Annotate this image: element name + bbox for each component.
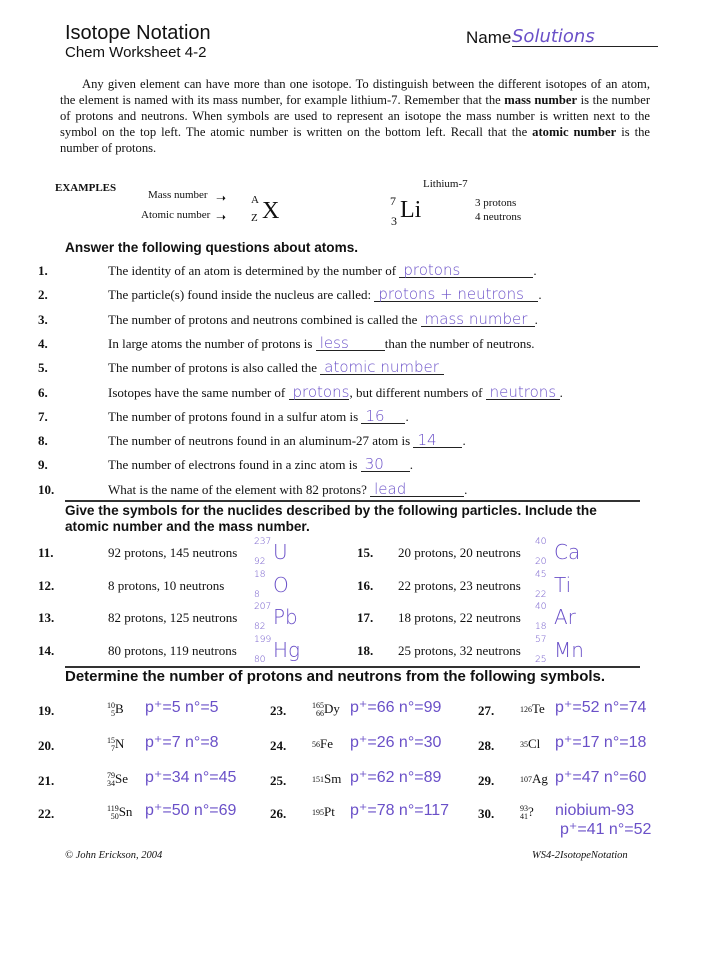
question-text: than the number of neutrons. (384, 335, 535, 351)
answer-z: 25 (535, 654, 547, 665)
intro-text: Any given element can have more than one isotope. To distinguish between the different isotopes of an atom, the element is named with its mass number, for example lithium-7. Remember that the (60, 77, 650, 107)
example-z: Z (251, 212, 258, 224)
item-text: 25 protons, 32 neutrons (398, 642, 521, 658)
question-row (38, 309, 638, 334)
question-text: . (405, 408, 409, 424)
question-number: 8. (38, 433, 48, 449)
isotope-symbol (520, 804, 534, 821)
page-subtitle: Chem Worksheet 4-2 (65, 44, 207, 61)
question-text: In large atoms the number of protons is (108, 335, 313, 351)
item-number: 28. (478, 738, 495, 753)
example-a: A (251, 194, 259, 206)
question-text: . (533, 263, 537, 278)
answer-field[interactable]: p⁺=34 n°=45 (145, 769, 237, 786)
intro-paragraph (60, 76, 650, 156)
symbol-z: 50 (110, 812, 119, 822)
isotope-symbol (312, 736, 333, 752)
item-number: 26. (270, 806, 287, 821)
section2-heading: Give the symbols for the nuclides described by the following particles. Include the atomic number and the mass number. (65, 503, 597, 534)
answer-mass: 57 (535, 634, 547, 645)
item-number: 29. (478, 773, 495, 788)
symbol-mass: 195 (312, 808, 324, 818)
mass-number-label: Mass number (148, 189, 208, 201)
question-number: 7. (38, 408, 48, 424)
lithium-symbol: Li (400, 197, 422, 223)
symbol-element: Te (532, 701, 545, 716)
answer-field[interactable]: protons + neutrons (374, 287, 538, 302)
symbol-element: Fe (320, 736, 333, 751)
divider (65, 500, 640, 502)
answer-z: 20 (535, 557, 547, 567)
question-number: 3. (38, 311, 48, 327)
symbol-element: Sm (324, 771, 342, 786)
page-title: Isotope Notation (65, 22, 211, 44)
name-label: Name (466, 28, 512, 47)
answer-field[interactable]: 16 (361, 409, 405, 424)
symbol-mass: 56 (312, 740, 320, 750)
item-number: 23. (270, 703, 287, 718)
question-number: 6. (38, 384, 48, 400)
answer-field[interactable]: lead (370, 482, 464, 497)
answer-field[interactable]: p⁺=26 n°=30 (350, 734, 442, 751)
answer-symbol: Ca (554, 540, 581, 564)
answer-symbol: O (273, 572, 289, 597)
question-number: 5. (38, 360, 48, 376)
question-row (38, 382, 638, 407)
isotope-symbol (107, 804, 132, 821)
question-text: . (464, 481, 468, 497)
question-text: . (538, 287, 542, 303)
answer-field[interactable]: p⁺=7 n°=8 (145, 734, 219, 751)
section3-heading: Determine the number of protons and neutrons from the following symbols. (65, 668, 606, 685)
symbol-mass: 10 (107, 701, 115, 711)
item-number: 19. (38, 703, 55, 718)
question-number: 9. (38, 457, 48, 473)
answer-z: 8 (254, 589, 260, 600)
answer-mass: 40 (535, 602, 547, 612)
answer-symbol: Hg (273, 637, 301, 662)
question-row (38, 406, 638, 431)
symbol-mass: 79 (107, 771, 115, 781)
question-text: The number of neutrons found in an aluminum-27 atom is (108, 433, 411, 449)
isotope-symbol (520, 701, 545, 717)
answer-mass: 18 (254, 569, 266, 580)
question-text: Isotopes have the same number of (108, 384, 286, 400)
question-text: The number of electrons found in a zinc atom is (108, 457, 358, 473)
answer-field[interactable]: niobium-93 (555, 802, 635, 819)
isotope-symbol (520, 771, 548, 787)
answer-field[interactable]: atomic number (320, 360, 444, 375)
symbol-mass: 165 (312, 701, 324, 711)
question-number: 4. (38, 335, 48, 351)
question-number: 1. (38, 263, 48, 278)
lithium-protons: 3 protons (475, 197, 517, 209)
lithium-mass: 7 (390, 194, 396, 208)
item-number: 21. (38, 773, 55, 788)
symbol-z: 5 (111, 709, 115, 719)
name-field[interactable]: Solutions (512, 26, 658, 47)
answer-field[interactable]: less (316, 336, 385, 351)
lithium-title: Lithium-7 (423, 178, 468, 190)
question-text: , but different numbers of (349, 384, 483, 400)
question-text: What is the name of the element with 82 protons? (108, 481, 367, 497)
intro-text: is the number of protons. (60, 125, 650, 155)
question-text: The number of protons found in a sulfur atom is (108, 408, 359, 424)
question-text: The number of protons is also called the (108, 360, 318, 376)
item-number: 14. (38, 642, 55, 658)
question-row (38, 360, 638, 382)
answer-field[interactable]: p⁺=47 n°=60 (555, 769, 647, 786)
symbol-z: 34 (107, 779, 115, 789)
item-text: 82 protons, 125 neutrons (108, 610, 238, 625)
item-number: 11. (38, 545, 54, 560)
isotope-symbol (107, 736, 124, 753)
symbol-element: B (115, 701, 124, 716)
question-number: 10. (38, 481, 55, 497)
symbol-mass: 126 (520, 705, 532, 715)
intro-bold: mass number (504, 93, 578, 107)
symbol-mass: 119 (107, 804, 119, 814)
question-row (38, 263, 638, 285)
question-number: 2. (38, 287, 48, 303)
intro-bold: atomic number (532, 125, 617, 139)
symbol-element: ? (528, 804, 534, 819)
answer-symbol: Ar (554, 605, 576, 629)
answer-mass: 40 (535, 537, 547, 547)
section1-heading: Answer the following questions about atoms. (65, 240, 359, 255)
answer-field[interactable]: mass number (421, 312, 535, 327)
item-number: 13. (38, 610, 55, 625)
item-number: 18. (357, 642, 374, 658)
question-text: . (534, 311, 538, 327)
arrow-icon: ➝ (216, 210, 227, 224)
question-text: The number of protons and neutrons combined is called the (108, 311, 418, 327)
isotope-symbol (312, 804, 335, 820)
item-number: 16. (357, 577, 374, 593)
worksheet-id: WS4-2IsotopeNotation (532, 850, 628, 861)
answer-z: 92 (254, 557, 266, 567)
symbol-z: 66 (316, 709, 324, 719)
answer-z: 18 (535, 622, 547, 632)
answer-field[interactable]: p⁺=17 n°=18 (555, 734, 647, 751)
answer-field[interactable]: 14 (413, 433, 462, 448)
answer-field[interactable]: p⁺=41 n°=52 (560, 821, 652, 838)
examples-label: EXAMPLES (55, 182, 117, 194)
question-row (38, 457, 638, 479)
example-x: X (262, 198, 280, 224)
answer-field[interactable]: p⁺=62 n°=89 (350, 769, 442, 786)
answer-z: 80 (254, 654, 266, 665)
intro-text: is the number of protons and neutrons. When symbols are used to represent an isotope the mass number is written next to the symbol on the top left. The atomic number is written on the bottom left. Recall that the (60, 93, 651, 139)
answer-z: 22 (535, 589, 547, 600)
item-text: 18 protons, 22 neutrons (398, 610, 521, 625)
symbol-z: 41 (520, 812, 528, 822)
answer-field[interactable]: p⁺=78 n°=117 (350, 802, 450, 819)
item-text: 92 protons, 145 neutrons (108, 545, 238, 560)
answer-mass: 207 (254, 602, 272, 612)
answer-field[interactable]: p⁺=52 n°=74 (555, 699, 647, 716)
isotope-symbol (107, 771, 128, 788)
item-number: 24. (270, 738, 287, 753)
answer-field[interactable]: p⁺=5 n°=5 (145, 699, 219, 716)
isotope-symbol (312, 771, 341, 787)
lithium-z: 3 (391, 214, 397, 228)
symbol-mass: 151 (312, 775, 324, 785)
symbol-z: 7 (111, 744, 115, 754)
item-number: 12. (38, 577, 55, 593)
question-row (38, 433, 638, 455)
answer-field[interactable]: 30 (361, 457, 410, 472)
symbol-mass: 107 (520, 775, 532, 785)
copyright: © John Erickson, 2004 (65, 850, 163, 861)
arrow-icon: ➝ (216, 191, 227, 205)
lithium-neutrons: 4 neutrons (475, 211, 522, 223)
symbol-element: Ag (532, 771, 548, 786)
isotope-symbol (312, 701, 340, 718)
isotope-symbol (107, 701, 124, 718)
item-text: 22 protons, 23 neutrons (398, 577, 521, 593)
item-number: 27. (478, 703, 495, 718)
symbol-element: Sn (118, 804, 133, 819)
symbol-mass: 35 (520, 740, 528, 750)
question-text: . (409, 457, 413, 473)
symbol-element: N (115, 736, 125, 751)
answer-z: 82 (254, 622, 266, 632)
answer-field[interactable]: protons (399, 263, 533, 278)
answer-symbol: U (273, 540, 288, 564)
answer-field[interactable]: p⁺=50 n°=69 (145, 802, 237, 819)
isotope-symbol (520, 736, 540, 752)
symbol-element: Dy (324, 701, 340, 716)
answer-field[interactable]: neutrons (486, 385, 560, 400)
answer-symbol: Pb (273, 605, 298, 629)
question-row (38, 333, 638, 358)
symbol-mass: 93 (520, 804, 528, 814)
item-text: 8 protons, 10 neutrons (108, 577, 225, 593)
answer-mass: 199 (254, 634, 272, 645)
answer-field[interactable]: p⁺=66 n°=99 (350, 699, 442, 716)
question-text: The identity of an atom is determined by the number of (108, 263, 397, 278)
item-number: 20. (38, 738, 55, 753)
symbol-element: Pt (324, 804, 335, 819)
item-number: 15. (357, 545, 374, 560)
item-number: 17. (357, 610, 374, 625)
item-number: 25. (270, 773, 287, 788)
answer-mass: 237 (254, 537, 272, 547)
question-text: The particle(s) found inside the nucleus are called: (108, 287, 372, 303)
atomic-number-label: Atomic number (141, 209, 211, 221)
answer-symbol: Ti (554, 572, 572, 597)
question-text: . (559, 384, 563, 400)
answer-symbol: Mn (554, 637, 584, 662)
answer-mass: 45 (535, 569, 547, 580)
symbol-element: Cl (528, 736, 541, 751)
question-text: . (462, 433, 466, 449)
item-number: 22. (38, 806, 55, 821)
item-number: 30. (478, 806, 495, 821)
symbol-element: Se (115, 771, 128, 786)
symbol-mass: 15 (107, 736, 115, 746)
answer-field[interactable]: protons (289, 385, 350, 400)
question-row (38, 287, 638, 309)
item-text: 20 protons, 20 neutrons (398, 545, 521, 560)
item-text: 80 protons, 119 neutrons (108, 642, 237, 658)
